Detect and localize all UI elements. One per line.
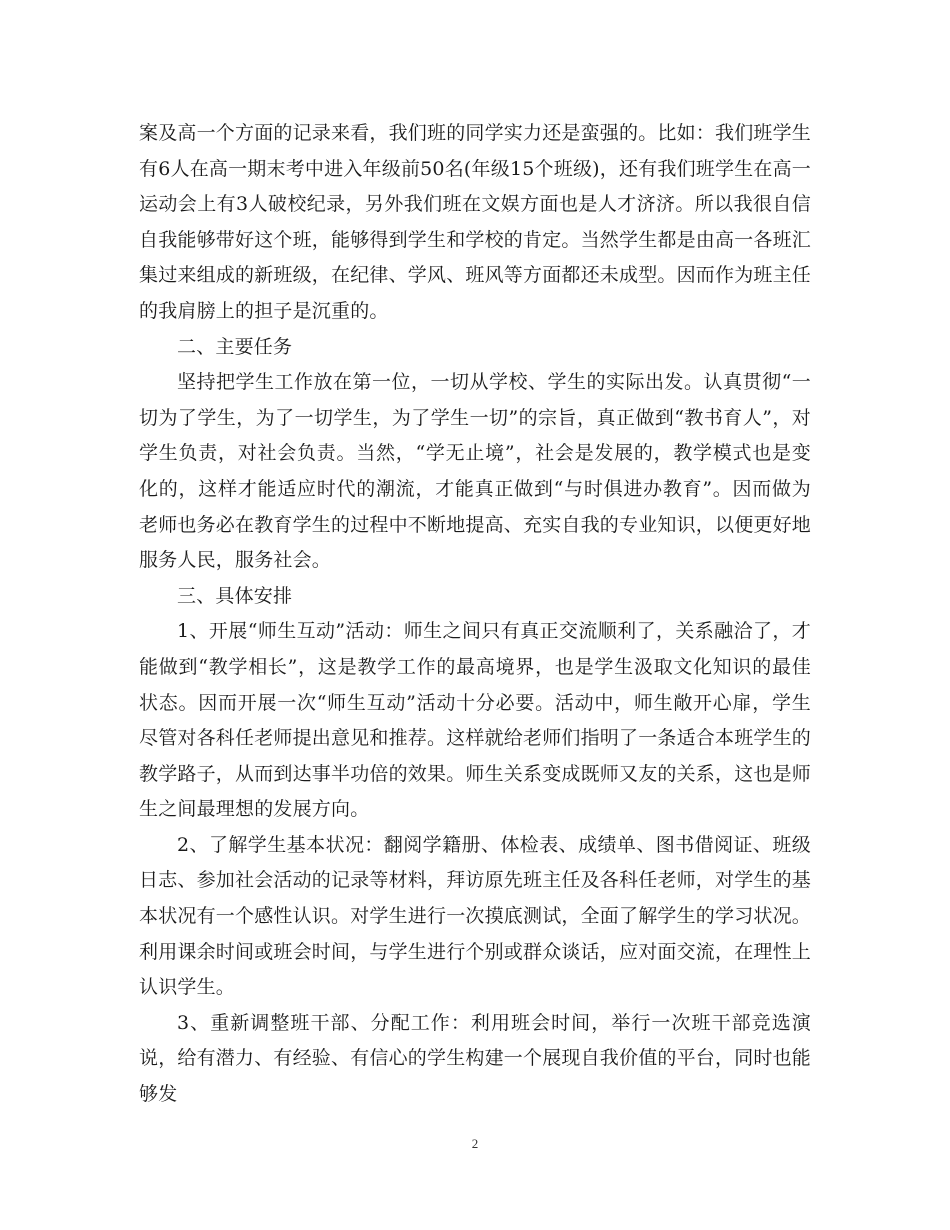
section-heading-main-tasks: 二、主要任务 [177, 335, 293, 358]
paragraph-arrangement-2: 2、了解学生基本状况：翻阅学籍册、体检表、成绩单、图书借阅证、班级日志、参加社会活动的记录等材料，拜访原先班主任及各科任老师，对学生的基本状况有一个感性认识。对学生进行一次摸底测试，全面了解学生的学习状况。利用课余时间或班会时间，与学生进行个别或群众谈话，应对面交流，在理性上认识学生。 [139, 833, 812, 999]
paragraph-main-tasks: 坚持把学生工作放在第一位，一切从学校、学生的实际出发。认真贯彻“一切为了学生，为了一切学生，为了学生一切”的宗旨，真正做到“教书育人”，对学生负责，对社会负责。当然，“学无止境”，社会是发展的，教学模式也是变化的，这样才能适应时代的潮流，才能真正做到“与时俱进办教育”。因而做为老师也务必在教育学生的过程中不断地提高、充实自我的专业知识，以便更好地服务人民，服务社会。 [139, 371, 812, 572]
paragraph-arrangement-3: 3、重新调整班干部、分配工作：利用班会时间，举行一次班干部竞选演说，给有潜力、有经验、有信心的学生构建一个展现自我价值的平台，同时也能够发 [139, 1011, 812, 1106]
section-heading-arrangements: 三、具体安排 [177, 584, 293, 607]
page-number: 2 [471, 1136, 479, 1151]
page-body [139, 116, 811, 1113]
paragraph-continuation: 案及高一个方面的记录来看，我们班的同学实力还是蛮强的。比如：我们班学生有6人在高一期末考中进入年级前50名(年级15个班级)，还有我们班学生在高一运动会上有3人破校纪录，另外我们班在文娱方面也是人才济济。所以我很自信自我能够带好这个班，能够得到学生和学校的肯定。当然学生都是由高一各班汇集过来组成的新班级，在纪律、学风、班风等方面都还未成型。因而作为班主任的我肩膀上的担子是沉重的。 [139, 122, 812, 322]
paragraph-arrangement-1: 1、开展“师生互动”活动：师生之间只有真正交流顺利了，关系融洽了，才能做到“教学相长”，这是教学工作的最高境界，也是学生汲取文化知识的最佳状态。因而开展一次“师生互动”活动十分必要。活动中，师生敞开心扉，学生尽管对各科任老师提出意见和推荐。这样就给老师们指明了一条适合本班学生的教学路子，从而到达事半功倍的效果。师生关系变成既师又友的关系，这也是师生之间最理想的发展方向。 [139, 620, 812, 821]
